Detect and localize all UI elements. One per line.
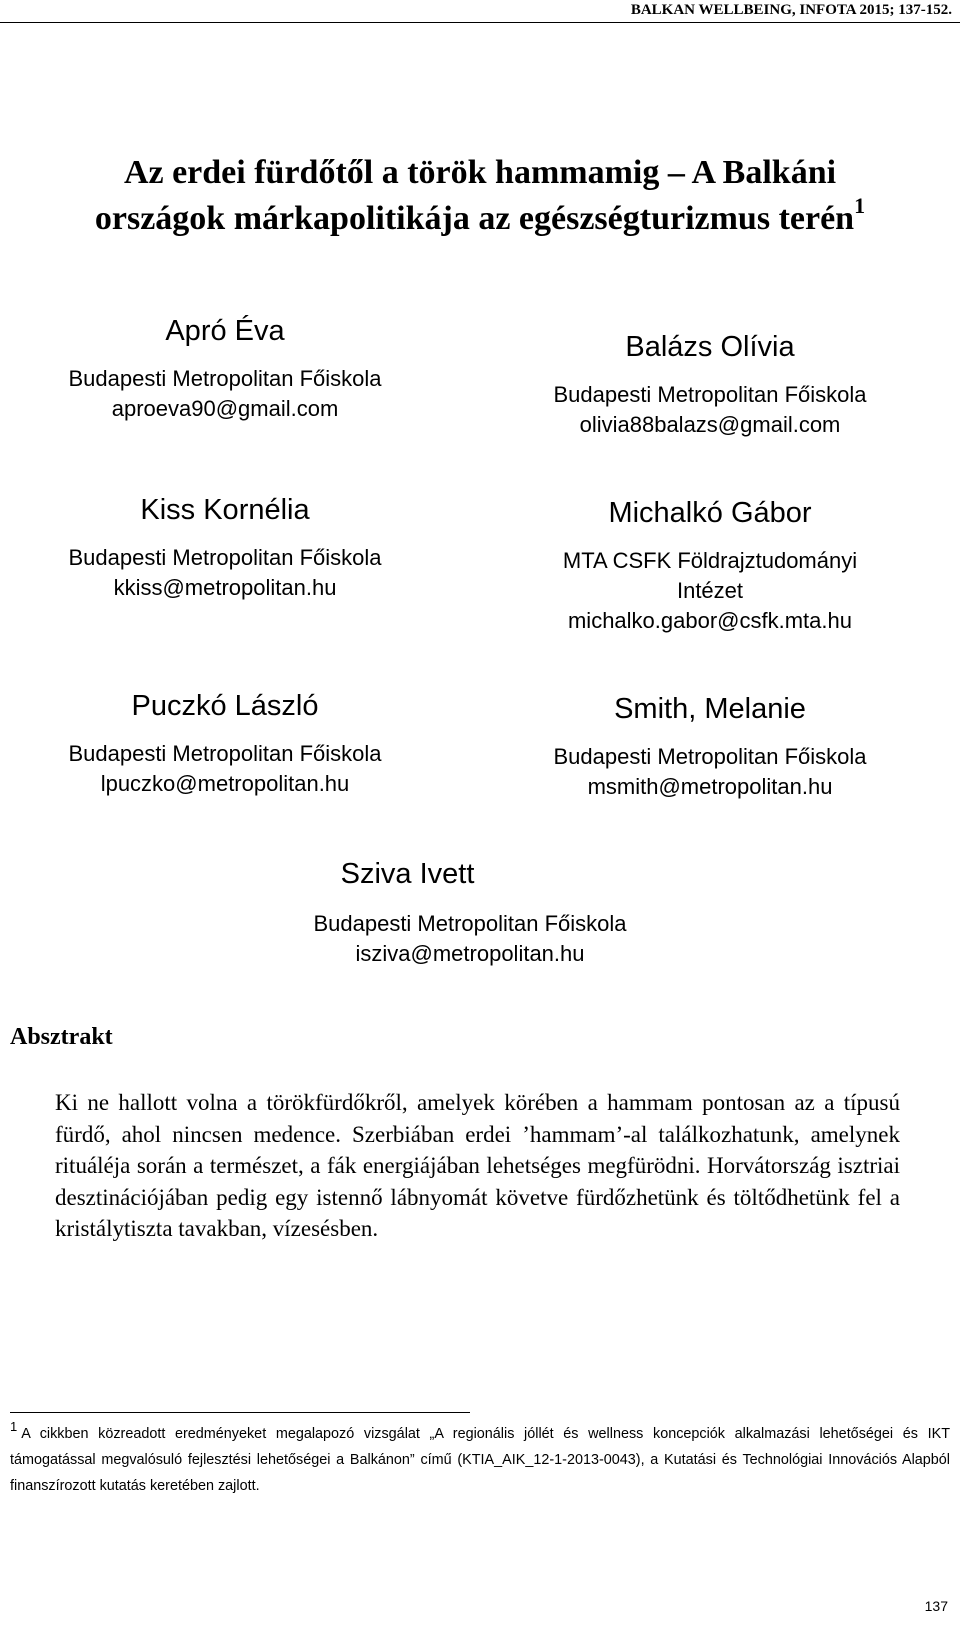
abstract-heading: Absztrakt: [10, 1024, 113, 1050]
author-name: Puczkó László: [131, 690, 319, 722]
footnote-marker: 1: [10, 1419, 18, 1434]
running-head: BALKAN WELLBEING, INFOTA 2015; 137-152.: [630, 2, 952, 18]
author-affiliation-line-2: Intézet: [676, 578, 744, 603]
author-block-1: [30, 313, 420, 424]
author-affiliation: Budapesti Metropolitan Főiskola: [553, 382, 867, 407]
author-affiliation: Budapesti Metropolitan Főiskola: [68, 545, 382, 570]
author-affiliation: Budapesti Metropolitan Főiskola: [313, 911, 627, 936]
author-email: michalko.gabor@csfk.mta.hu: [567, 608, 852, 633]
author-block-5: [510, 495, 910, 636]
author-affiliation-line-1: MTA CSFK Földrajztudományi: [562, 548, 858, 573]
author-name: Michalkó Gábor: [608, 497, 812, 529]
paper-title-line-1: Az erdei fürdőtől a török hammamig – A Balkáni: [123, 154, 837, 191]
author-name: Sziva Ivett: [340, 858, 475, 890]
author-block-4: [510, 329, 910, 440]
author-name: Apró Éva: [165, 315, 285, 347]
author-block-6: [510, 691, 910, 802]
author-affiliation: Budapesti Metropolitan Főiskola: [68, 366, 382, 391]
footnote-text: A cikkben közreadott eredményeket megalapozó vizsgálat „A regionális jóllét és wellness koncepciók alkalmazási lehetőségei és IKT támogatással megvalósuló fejlesztési lehetőségei a Balkánon” című (KTIA_AIK_12-1-2013-0043), a Kutatási és Technológiai Innovációs Alapból finanszírozott kutatás keretében zajlott.: [10, 1426, 950, 1494]
page-number: 137: [924, 1598, 948, 1614]
author-email: lpuczko@metropolitan.hu: [100, 771, 350, 796]
paper-title: [40, 150, 920, 242]
author-affiliation: Budapesti Metropolitan Főiskola: [553, 744, 867, 769]
author-email: isziva@metropolitan.hu: [355, 941, 585, 966]
author-email: olivia88balazs@gmail.com: [579, 412, 841, 437]
author-name: Smith, Melanie: [614, 693, 806, 725]
author-email: kkiss@metropolitan.hu: [113, 575, 337, 600]
author-affiliation: Budapesti Metropolitan Főiskola: [68, 741, 382, 766]
footnote-separator: [10, 1412, 470, 1413]
author-block-7: [270, 856, 670, 969]
paper-title-line-2: [40, 193, 920, 242]
abstract-body: Ki ne hallott volna a törökfürdőkről, amelyek körében a hammam pontosan az a típusú fürdő, ahol nincsen medence. Szerbiában erdei ’hammam’-al találkozhatunk, amelynek rituáléja során a természet, a fák energiájában lehetséges megfürödni. Horvátország isztriai desztinációjában pedig egy istennő lábnyomát követve fürdőzhetünk és töltődhetünk fel a kristálytiszta tavakban, vízesésben.: [55, 1090, 900, 1242]
author-email: aproeva90@gmail.com: [111, 396, 339, 421]
author-block-3: [30, 688, 420, 799]
paper-title-line-2-text: országok márkapolitikája az egészségturizmus terén: [94, 200, 855, 237]
title-footnote-marker: 1: [854, 193, 866, 218]
author-name: Kiss Kornélia: [140, 494, 310, 526]
author-email: msmith@metropolitan.hu: [587, 774, 833, 799]
author-block-2: [30, 492, 420, 603]
author-name: Balázs Olívia: [625, 331, 795, 363]
footnote: [10, 1421, 950, 1499]
